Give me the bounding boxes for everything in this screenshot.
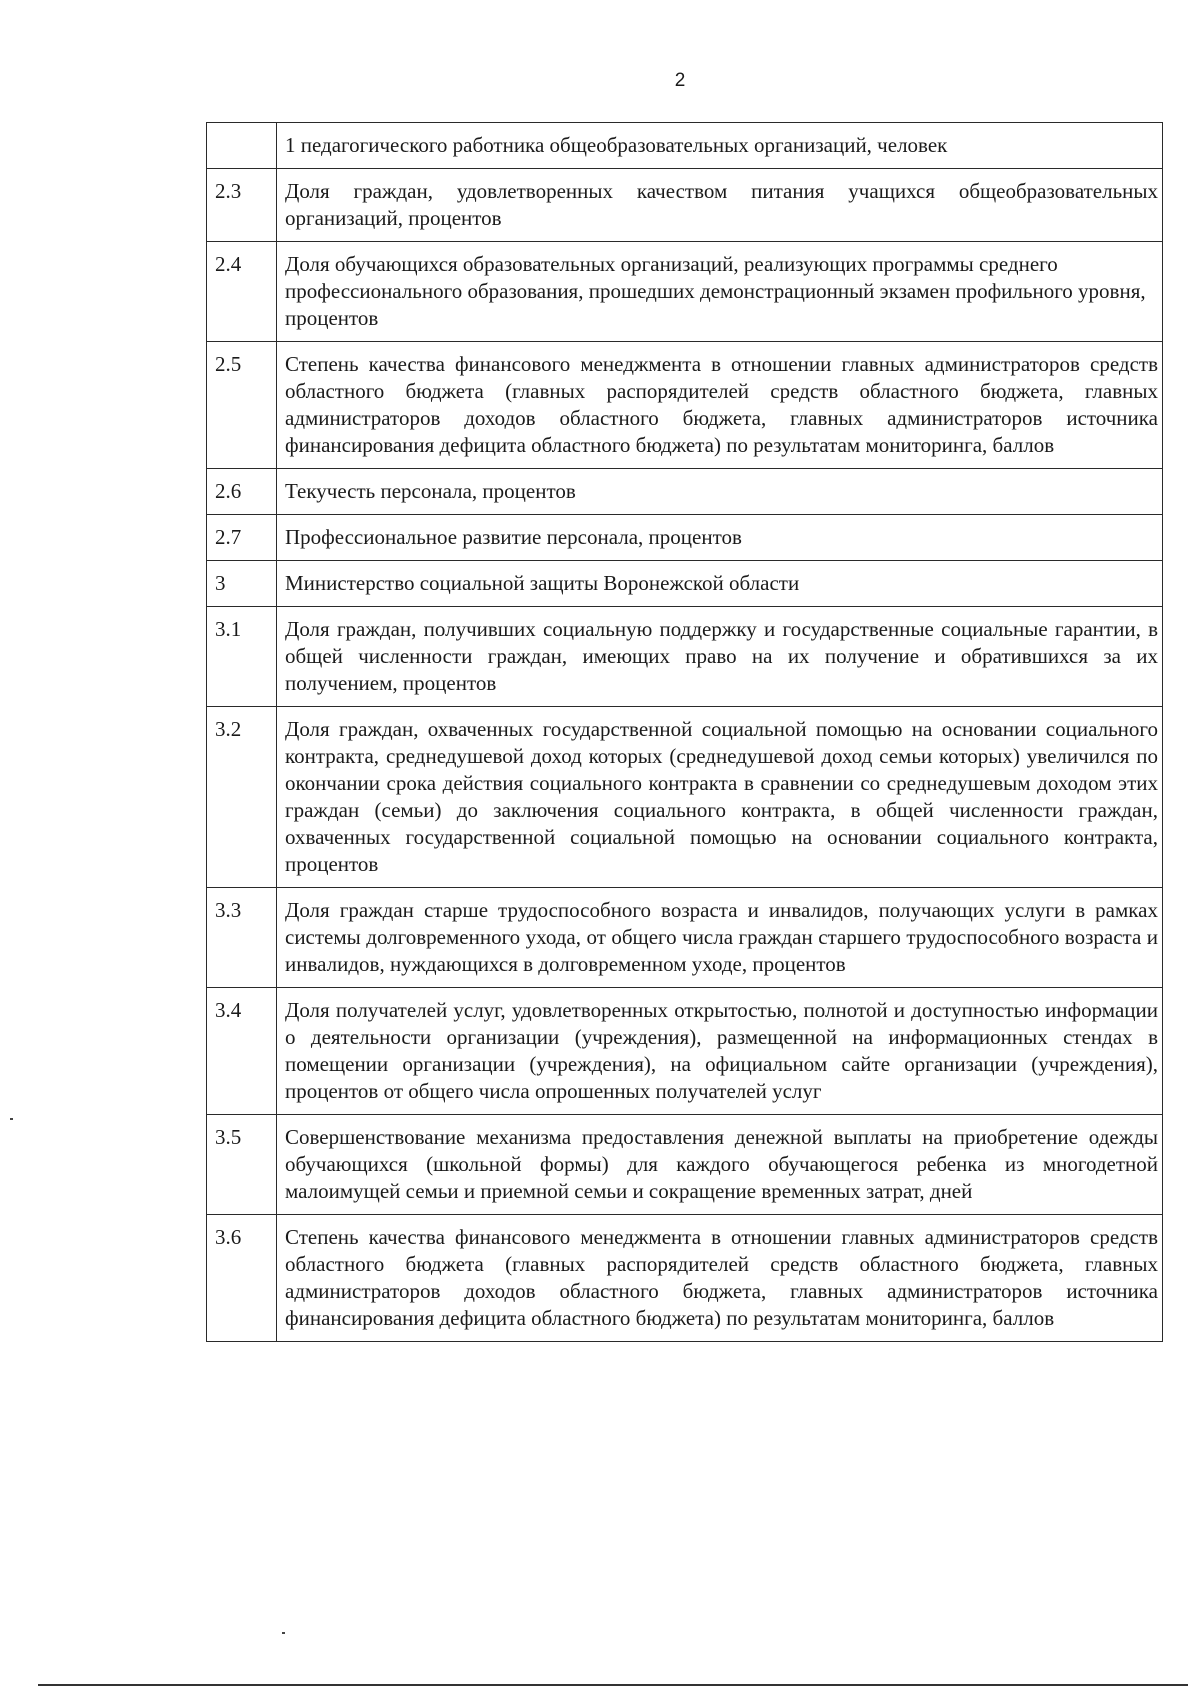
scan-speck <box>282 1632 285 1634</box>
row-number: 3.3 <box>207 888 277 988</box>
row-number: 3.6 <box>207 1215 277 1342</box>
row-number: 3 <box>207 561 277 607</box>
indicators-table <box>206 122 1163 1342</box>
row-text: Доля граждан, получивших социальную поддержку и государственные социальные гарантии, в общей численности граждан, имеющих право на их получение и обратившихся за их получением, процентов <box>277 607 1163 707</box>
table-row <box>207 169 1163 242</box>
row-number: 2.6 <box>207 469 277 515</box>
table-row <box>207 342 1163 469</box>
row-text: Доля граждан старше трудоспособного возраста и инвалидов, получающих услуги в рамках системы долговременного ухода, от общего числа граждан старшего трудоспособного возраста и инвалидов, нуждающихся в долговременном уходе, процентов <box>277 888 1163 988</box>
row-number: 3.2 <box>207 707 277 888</box>
table-row <box>207 1215 1163 1342</box>
page-bottom-rule <box>38 1684 1188 1686</box>
table-row <box>207 988 1163 1115</box>
table-row <box>207 123 1163 169</box>
table-row <box>207 607 1163 707</box>
table-row <box>207 707 1163 888</box>
row-text: Профессиональное развитие персонала, процентов <box>277 515 1163 561</box>
row-text: Степень качества финансового менеджмента в отношении главных администраторов средств областного бюджета (главных распорядителей средств областного бюджета, главных администраторов доходов областного бюджета, главных администраторов источника финансирования дефицита областного бюджета) по результатам мониторинга, баллов <box>277 342 1163 469</box>
row-text: Доля обучающихся образовательных организаций, реализующих программы среднего профессионального образования, прошедших демонстрационный экзамен профильного уровня, процентов <box>277 242 1163 342</box>
row-text: Министерство социальной защиты Воронежской области <box>277 561 1163 607</box>
table-row <box>207 1115 1163 1215</box>
table-row <box>207 561 1163 607</box>
page-number: 2 <box>674 70 686 91</box>
row-number: 3.5 <box>207 1115 277 1215</box>
row-text: Совершенствование механизма предоставления денежной выплаты на приобретение одежды обучающихся (школьной формы) для каждого обучающегося ребенка из многодетной малоимущей семьи и приемной семьи и сокращение временных затрат, дней <box>277 1115 1163 1215</box>
row-number: 3.1 <box>207 607 277 707</box>
row-text: Текучесть персонала, процентов <box>277 469 1163 515</box>
table-row <box>207 515 1163 561</box>
table-row <box>207 242 1163 342</box>
row-number: 2.3 <box>207 169 277 242</box>
row-number: 2.7 <box>207 515 277 561</box>
row-text: Доля получателей услуг, удовлетворенных открытостью, полнотой и доступностью информации о деятельности организации (учреждения), размещенной на информационных стендах в помещении организации (учреждения), на официальном сайте организации (учреждения), процентов от общего числа опрошенных получателей услуг <box>277 988 1163 1115</box>
scan-speck <box>10 1118 13 1120</box>
row-text: Степень качества финансового менеджмента в отношении главных администраторов средств областного бюджета (главных распорядителей средств областного бюджета, главных администраторов доходов областного бюджета, главных администраторов источника финансирования дефицита областного бюджета) по результатам мониторинга, баллов <box>277 1215 1163 1342</box>
table-row <box>207 469 1163 515</box>
row-number: 3.4 <box>207 988 277 1115</box>
row-number <box>207 123 277 169</box>
table-row <box>207 888 1163 988</box>
row-text: Доля граждан, охваченных государственной социальной помощью на основании социального контракта, среднедушевой доход которых (среднедушевой доход семьи которых) увеличился по окончании срока действия социального контракта в сравнении со среднедушевым доходом этих граждан (семьи) до заключения социального контракта, в общей численности граждан, охваченных государственной социальной помощью на основании социального контракта, процентов <box>277 707 1163 888</box>
row-text: Доля граждан, удовлетворенных качеством питания учащихся общеобразовательных организаций, процентов <box>277 169 1163 242</box>
row-number: 2.5 <box>207 342 277 469</box>
row-text: 1 педагогического работника общеобразовательных организаций, человек <box>277 123 1163 169</box>
row-number: 2.4 <box>207 242 277 342</box>
